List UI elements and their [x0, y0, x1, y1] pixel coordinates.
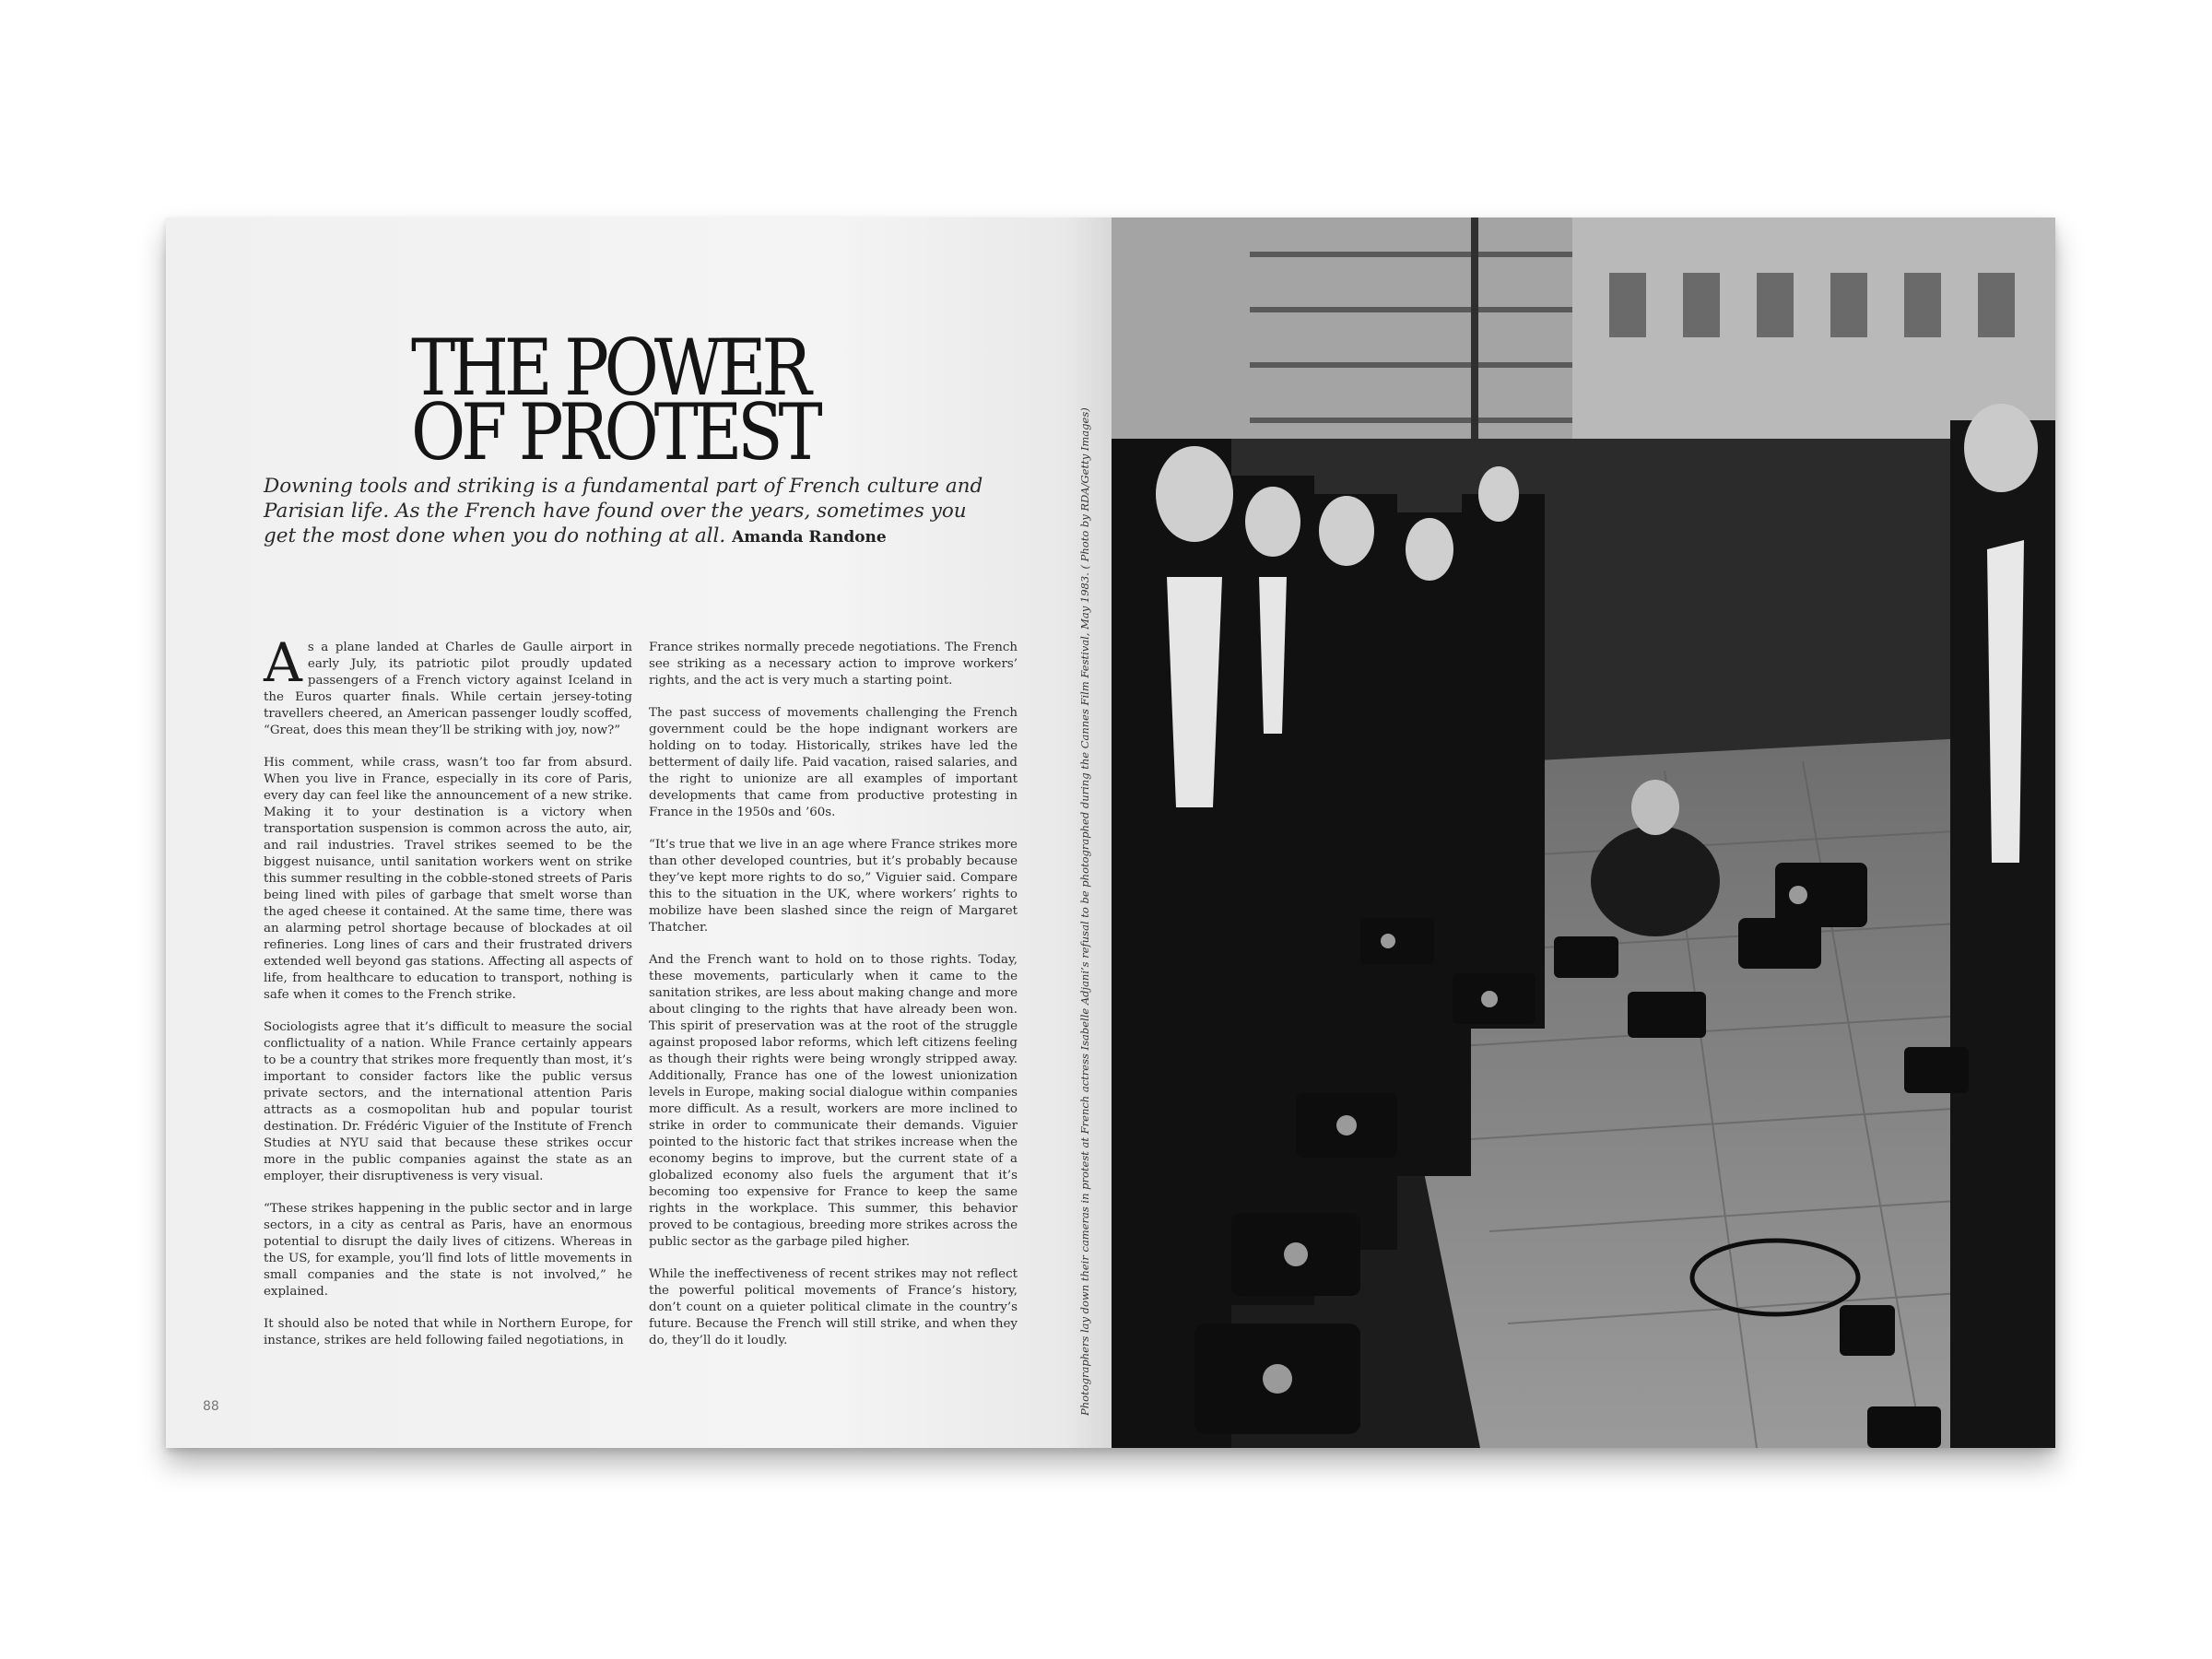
magazine-spread [166, 218, 2055, 1448]
paragraph: France strikes normally precede negotiations. The French see striking as a necessary action to improve workers’ rights, and the act is very much a starting point. [649, 641, 1018, 688]
article-column-2 [649, 640, 1018, 1365]
headline-line-2: OF PROTEST [411, 387, 818, 477]
paragraph: Sociologists agree that it’s difficult to measure the social conflictuality of a nation. While France certainly appears to be a country that strikes more frequently than most, it’s important to consider factors like the public versus private sectors, and the international attention Paris attracts as a cosmopolitan hub and popular tourist destination. Dr. Frédéric Viguier of the Institute of French Studies at NYU said that because these strikes occur more in the public companies against the state as an employer, their disruptiveness is very visual. [264, 1020, 632, 1183]
photo-caption: Photographers lay down their cameras in protest at French actress Isabelle Adjani’s refusal to be photographed during the Cannes Film Festival, May 1983. ( Photo by RDA/Getty Images) [1078, 407, 1091, 1416]
headline [411, 323, 823, 477]
paragraph: “It’s true that we live in an age where France strikes more than other developed countries, but it’s probably because they’ve kept more rights to do so,” Viguier said. Compare this to the situation in the UK, where workers’ rights to mobilize have been slashed since the reign of Margaret Thatcher. [649, 838, 1018, 935]
paragraph: The past success of movements challenging the French government could be the hope indignant workers are holding on to today. Historically, strikes have led the betterment of daily life. Paid vacation, raised salaries, and the right to unionize are all examples of important developments that came from productive protesting in France in the 1950s and ’60s. [649, 706, 1018, 819]
left-page [166, 218, 1112, 1448]
paragraph: His comment, while crass, wasn’t too far from absurd. When you live in France, especially in its core of Paris, every day can feel like the announcement of a new strike. Making it to your destination is a victory when transportation suspension is common across the auto, air, and rail industries. Travel strikes seemed to be the biggest nuisance, until sanitation workers went on strike this summer resulting in the cobble-stoned streets of Paris being lined with piles of garbage that smelt worse than the aged cheese it contained. At the same time, there was an alarming petrol shortage because of blockades at oil refineries. Long lines of cars and their frustrated drivers extended well beyond gas stations. Affecting all aspects of life, from healthcare to education to transport, nothing is safe when it comes to the French strike. [264, 756, 632, 1002]
paragraph: While the ineffectiveness of recent strikes may not reflect the powerful political movements of France’s history, don’t count on a quieter political climate in the country’s future. Because the French will still strike, and when they do, they’ll do it loudly. [649, 1267, 1018, 1347]
article-column-1 [264, 631, 632, 1365]
paragraph-text: s a plane landed at Charles de Gaulle airport in early July, its patriotic pilot proudly updated passengers of a French victory against Iceland in the Euros quarter finals. While certain jersey-toting travellers cheered, an American passenger loudly scoffed, “Great, does this mean they’ll be striking with joy, now?” [264, 641, 632, 737]
paragraph: And the French want to hold on to those rights. Today, these movements, particularly when it came to the sanitation strikes, are less about making change and more about clinging to the rights that have already been won. This spirit of preservation was at the root of the struggle against proposed labor reforms, which left citizens feeling as though their rights were being wrongly stripped away. Additionally, France has one of the lowest unionization levels in Europe, making social dialogue within companies more difficult. As a result, workers are more inclined to strike in order to communicate their demands. Viguier pointed to the historic fact that strikes increase when the economy begins to improve, but the current state of a globalized economy also fuels the argument that it’s becoming too expensive for France to keep the same rights in the workplace. This summer, this behavior proved to be contagious, breeding more strikes across the public sector as the garbage piled higher. [649, 953, 1018, 1249]
paragraph: It should also be noted that while in Northern Europe, for instance, strikes are held following failed negotiations, in [264, 1317, 632, 1347]
standfirst-text: Downing tools and striking is a fundamental part of French culture and Parisian life. As the French have found over the years, sometimes you get the most done when you do nothing at all. [264, 475, 983, 547]
standfirst [264, 474, 1001, 550]
paragraph [264, 631, 632, 739]
byline: Amanda Randone [732, 528, 887, 547]
page-number: 88 [203, 1399, 219, 1414]
drop-cap: A [264, 631, 302, 694]
paragraph: “These strikes happening in the public sector and in large sectors, in a city as central as Paris, have an enormous potential to disrupt the daily lives of citizens. Whereas in the US, for example, you’ll find lots of little movements in small companies and the state is not involved,” he explained. [264, 1202, 632, 1299]
right-page [1112, 218, 2055, 1448]
headline-line-1: THE POWER [411, 323, 807, 413]
protest-photograph [1112, 218, 2055, 1448]
